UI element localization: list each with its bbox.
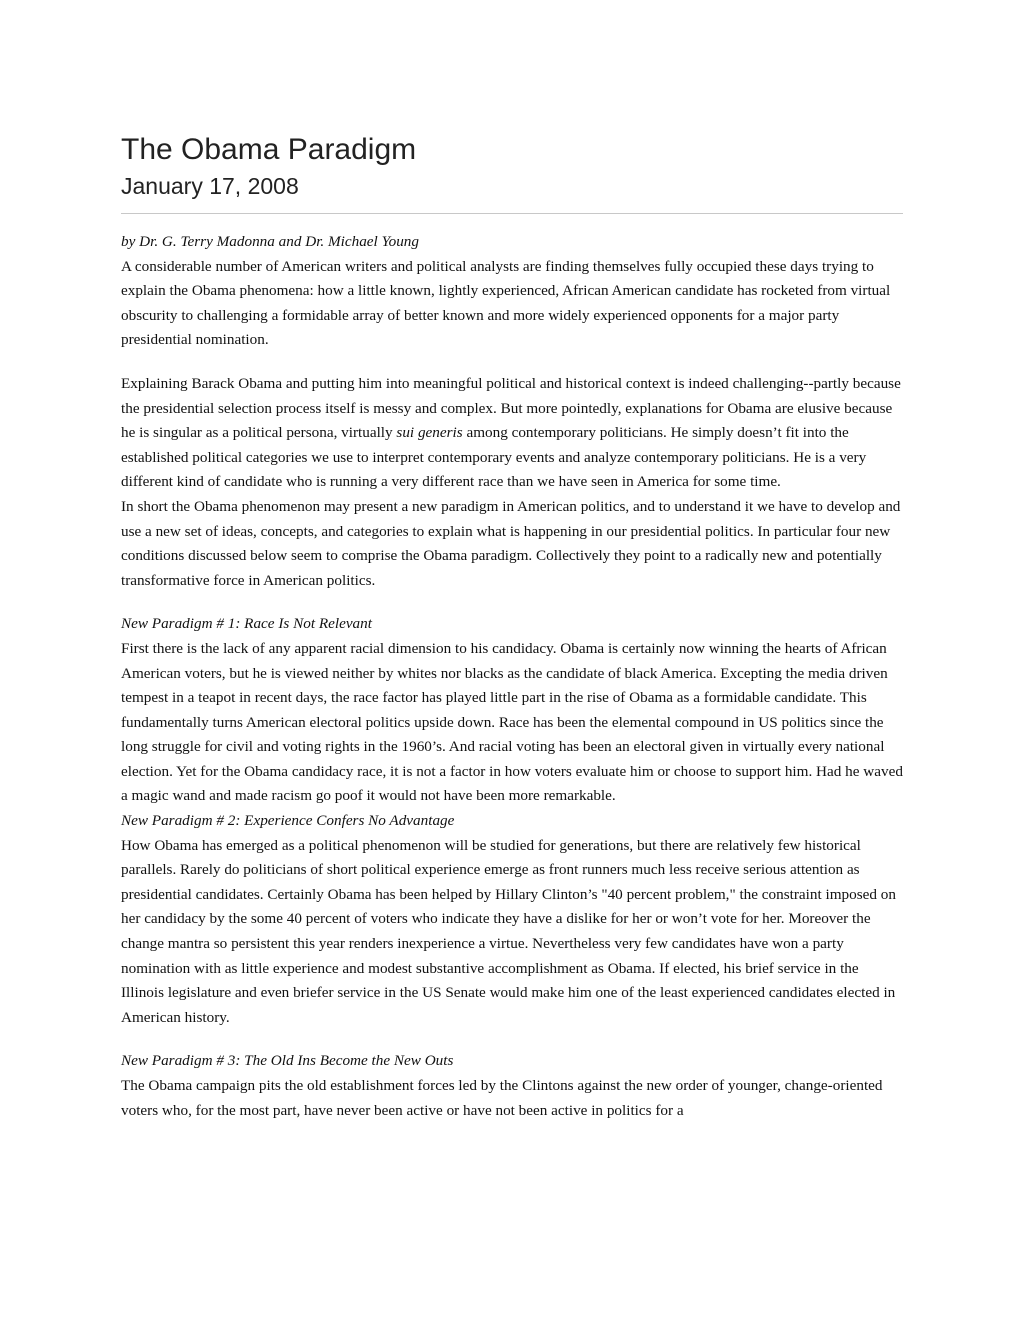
paragraph-context-part-a: Explaining Barack Obama and putting him into meaningful political and historical context is indeed challenging--partly because the presidential selection process itself is messy and complex. But more pointedly, explanations for Obama are elusive because he is singular as a political persona, virtually [121,374,901,442]
article [121,130,903,1123]
article-date: January 17, 2008 [121,173,299,199]
paragraph-context-italic: sui generis [396,424,463,442]
paragraph-race: First there is the lack of any apparent racial dimension to his candidacy. Obama is certainly now winning the hearts of African American voters, but he is viewed neither by whites nor blacks as the candidate of black America. Excepting the media driven tempest in a teapot in recent days, the race factor has played little part in the rise of Obama as a formidable candidate. This fundamentally turns American electoral politics upside down. Race has been the elemental compound in US politics since the long struggle for civil and voting rights in the 1960’s. And racial voting has been an electoral given in virtually every national election. Yet for the Obama candidacy race, it is not a factor in how voters evaluate him or choose to support him. Had he waved a magic wand and made racism go poof it would not have been more remarkable. [121,639,903,805]
section-heading-1: New Paradigm # 1: Race Is Not Relevant [121,615,372,633]
paragraph-experience: How Obama has emerged as a political phenomenon will be studied for generations, but there are relatively few historical parallels. Rarely do politicians of short political experience emerge as front runners much less receive serious attention as presidential candidates. Certainly Obama has been helped by Hillary Clinton’s "40 percent problem," the constraint imposed on her candidacy by the some 40 percent of voters who indicate they have a dislike for her or won’t vote for her. Moreover the change mantra so persistent this year renders inexperience a virtue. Nevertheless very few candidates have won a party nomination with as little experience and modest substantive accomplishment as Obama. If elected, his brief service in the Illinois legislature and even briefer service in the US Senate would make him one of the least experienced candidates elected in American history. [121,836,896,1026]
paragraph-ins-outs: The Obama campaign pits the old establishment forces led by the Clintons against the new order of younger, change-oriented voters who, for the most part, have never been active or have not been active in politics for a [121,1077,883,1119]
paragraph-context [121,372,903,495]
paragraph-intro: A considerable number of American writers and political analysts are finding themselves fully occupied these days trying to explain the Obama phenomena: how a little known, lightly experienced, African American candidate has rocketed from virtual obscurity to challenging a formidable array of better known and more widely experienced opponents for a major party presidential nomination. [121,257,891,349]
title-divider [121,213,903,214]
article-byline: by Dr. G. Terry Madonna and Dr. Michael Young [121,233,419,250]
paragraph-context-part-b: among contemporary politicians. He simply doesn’t fit into the established political categories we use to interpret contemporary events and analyze contemporary politicians. He is a very different kind of candidate who is running a very different race than we have seen in America for some time. [121,424,867,491]
section-heading-2: New Paradigm # 2: Experience Confers No Advantage [121,812,455,830]
article-title: The Obama Paradigm [121,133,417,166]
section-heading-3: New Paradigm # 3: The Old Ins Become the New Outs [121,1052,454,1070]
article-body [121,230,903,1123]
paragraph-summary: In short the Obama phenomenon may present a new paradigm in American politics, and to understand it we have to develop and use a new set of ideas, concepts, and categories to explain what is happening in our presidential politics. In particular four new conditions discussed below seem to comprise the Obama paradigm. Collectively they point to a radically new and potentially transformative force in American politics. [121,497,901,589]
